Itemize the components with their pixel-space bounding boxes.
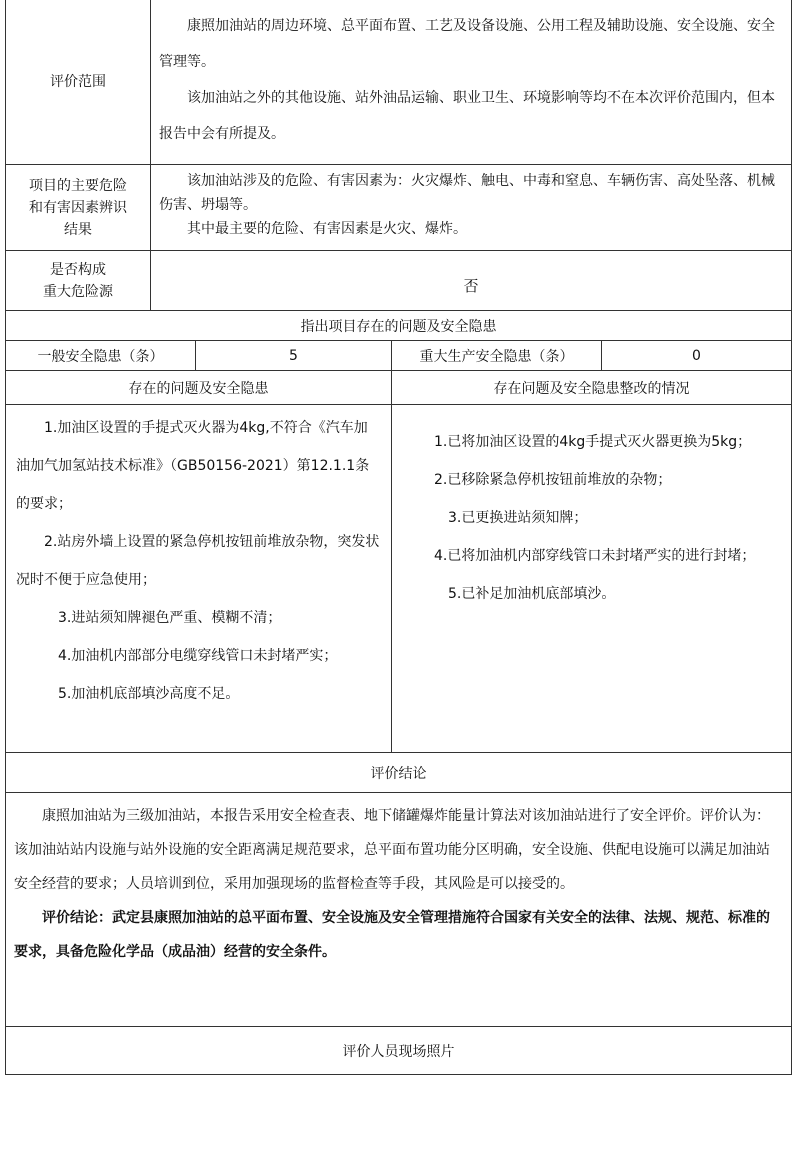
- conclusion-header: 评价结论: [370, 765, 427, 782]
- hazards-content: [151, 165, 791, 250]
- issue-item: 3.进站须知牌褪色严重、模糊不清；: [58, 610, 282, 626]
- hazards-label-line: 和有害因素辨识: [29, 199, 127, 216]
- hazards-label: [6, 165, 151, 250]
- scope-row: [6, 0, 791, 164]
- major-hazard-label-line: 重大危险源: [43, 283, 113, 300]
- hazards-paragraph: 其中最主要的危险、有害因素是火灾、爆炸。: [187, 221, 467, 237]
- hazards-label-line: 结果: [64, 221, 92, 238]
- fix-item: 5.已补足加油机底部填沙。: [448, 586, 616, 602]
- fixes-list: [392, 405, 791, 752]
- fix-item: 1.已将加油区设置的4kg手提式灭火器更换为5kg；: [434, 434, 752, 450]
- scope-label: 评价范围: [6, 0, 151, 164]
- issue-item: 4.加油机内部部分电缆穿线管口未封堵严实；: [58, 648, 338, 664]
- major-hazard-count-value: 0: [692, 347, 701, 364]
- issue-item: 2.站房外墙上设置的紧急停机按钮前堆放杂物，突发状况时不便于应急使用；: [16, 534, 380, 588]
- conclusion-body: [6, 793, 791, 1026]
- photos-header: 评价人员现场照片: [342, 1043, 455, 1060]
- issues-list: [6, 405, 392, 752]
- issue-item: 5.加油机底部填沙高度不足。: [58, 686, 240, 702]
- general-hazard-count-value: 5: [196, 341, 392, 370]
- fix-column-header: 存在问题及安全隐患整改的情况: [493, 380, 690, 397]
- hazards-paragraph: 该加油站涉及的危险、有害因素为：火灾爆炸、触电、中毒和窒息、车辆伤害、高处坠落、机械伤害、坍塌等。: [159, 173, 775, 213]
- major-hazard-label: [6, 251, 151, 310]
- major-hazard-row: [6, 250, 791, 310]
- major-hazard-count-label: 重大生产安全隐患（条）: [392, 341, 602, 370]
- fix-item: 3.已更换进站须知牌；: [448, 510, 588, 526]
- hazards-label-line: 项目的主要危险: [29, 177, 127, 194]
- columns-header-row: [6, 370, 791, 404]
- issues-column-header: 存在的问题及安全隐患: [6, 371, 392, 404]
- fix-item: 4.已将加油机内部穿线管口未封堵严实的进行封堵；: [434, 548, 756, 564]
- evaluation-summary-table: [5, 0, 792, 1075]
- general-hazard-count-label: 一般安全隐患（条）: [6, 341, 196, 370]
- issues-banner-text: 指出项目存在的问题及安全隐患: [300, 318, 497, 335]
- scope-content: [151, 0, 791, 164]
- conclusion-verdict: 评价结论：武定县康照加油站的总平面布置、安全设施及安全管理措施符合国家有关安全的法律、法规、规范、标准的要求，具备危险化学品（成品油）经营的安全条件。: [14, 910, 770, 960]
- issues-body-row: [6, 404, 791, 752]
- major-hazard-label-line: 是否构成: [50, 261, 106, 278]
- issues-banner: [6, 310, 791, 340]
- conclusion-header-row: [6, 752, 791, 792]
- photos-header-row: [6, 1026, 791, 1074]
- counts-row: [6, 340, 791, 370]
- hazards-row: [6, 164, 791, 250]
- issue-item: 1.加油区设置的手提式灭火器为4kg,不符合《汽车加油加气加氢站技术标准》（GB50156-2021）第12.1.1条的要求；: [16, 420, 370, 512]
- scope-paragraph: 康照加油站的周边环境、总平面布置、工艺及设备设施、公用工程及辅助设施、安全设施、安全管理等。: [159, 18, 775, 70]
- scope-paragraph: 该加油站之外的其他设施、站外油品运输、职业卫生、环境影响等均不在本次评价范围内，但本报告中会有所提及。: [159, 90, 775, 142]
- conclusion-text: 康照加油站为三级加油站，本报告采用安全检查表、地下储罐爆炸能量计算法对该加油站进行了安全评价。评价认为：该加油站站内设施与站外设施的安全距离满足规范要求，总平面布置功能分区明确，安全设施、供配电设施可以满足加油站安全经营的要求；人员培训到位，采用加强现场的监督检查等手段，其风险是可以接受的。: [14, 808, 770, 892]
- major-hazard-value: 否: [463, 277, 479, 295]
- fix-item: 2.已移除紧急停机按钮前堆放的杂物；: [434, 472, 672, 488]
- conclusion-body-row: [6, 792, 791, 1026]
